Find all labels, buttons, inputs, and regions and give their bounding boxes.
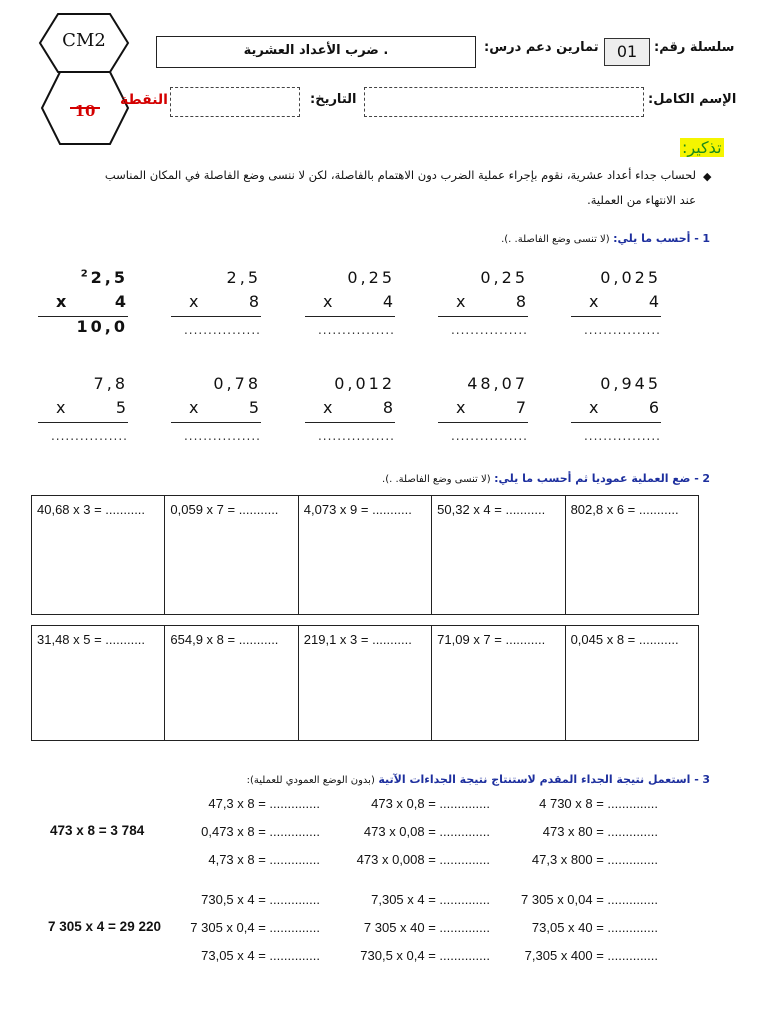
multiplication-problem: [438, 268, 528, 347]
times-sign: x: [56, 398, 68, 417]
equation-group2[interactable]: 73,05 x 40 = ..............: [531, 920, 658, 935]
equation-group2[interactable]: 7 305 x 0,04 = ..............: [521, 892, 658, 907]
ex2-title: - ضع العملية عموديا ثم أحسب ما يلي:: [494, 472, 699, 485]
equation-group1[interactable]: 47,3 x 800 = ..............: [531, 852, 658, 867]
ex2-cell[interactable]: 4,073 x 9 = ...........: [298, 496, 431, 615]
ex2-cell[interactable]: 219,1 x 3 = ...........: [298, 626, 431, 741]
times-sign: x: [589, 398, 601, 417]
ex2-cell[interactable]: 71,09 x 7 = ...........: [432, 626, 565, 741]
multiplicand-value: 2,5: [226, 268, 261, 287]
multiplication-problem: [38, 268, 128, 341]
score-field[interactable]: [170, 87, 300, 117]
lesson-title: ضرب الأعداد العشرية .: [156, 36, 476, 68]
multiplier-value: 4: [648, 292, 661, 311]
multiplier-value: 4: [114, 292, 128, 311]
result-line[interactable]: ................: [183, 429, 261, 443]
times-sign: x: [189, 398, 201, 417]
ex2-cell[interactable]: 50,32 x 4 = ...........: [432, 496, 565, 615]
multiplicand-value: 0,945: [600, 374, 661, 393]
ex1-number: 1: [702, 232, 710, 245]
result-line[interactable]: ................: [450, 323, 528, 337]
multiplicand-value: 0,25: [480, 268, 528, 287]
equation-group1[interactable]: 4,73 x 8 = ..............: [208, 852, 320, 867]
multiplicand: [305, 374, 395, 398]
ex2-cell[interactable]: 40,68 x 3 = ...........: [32, 496, 165, 615]
multiplier-line: [571, 292, 661, 317]
multiplicand-value: 0,012: [334, 374, 395, 393]
multiplier-value: 8: [515, 292, 528, 311]
multiplier-value: 4: [382, 292, 395, 311]
ex1-heading: [420, 232, 710, 245]
reminder-line-2: عند الانتهاء من العملية.: [587, 193, 696, 207]
multiplier-value: 6: [648, 398, 661, 417]
multiplier-value: 5: [115, 398, 128, 417]
equation-group1[interactable]: 473 x 0,08 = ..............: [363, 824, 490, 839]
ex2-number: 2: [702, 472, 710, 485]
multiplicand-value: 0,78: [213, 374, 261, 393]
multiplier-line: [305, 398, 395, 423]
equation-group2[interactable]: 73,05 x 4 = ..............: [201, 948, 320, 963]
multiplicand: [305, 268, 395, 292]
ex2-table-2: [31, 625, 699, 741]
multiplication-problem: [305, 374, 395, 453]
bullet-icon: ◆: [703, 170, 712, 183]
ex2-cell[interactable]: 654,9 x 8 = ...........: [165, 626, 298, 741]
multiplication-problem: [171, 374, 261, 453]
multiplication-problem: [171, 268, 261, 347]
ex1-title: - أحسب ما يلي:: [613, 232, 699, 245]
multiplicand: [438, 374, 528, 398]
multiplication-problem: [305, 268, 395, 347]
result-line[interactable]: ................: [183, 323, 261, 337]
times-sign: x: [323, 292, 335, 311]
multiplier-line: [38, 398, 128, 423]
multiplier-value: 7: [515, 398, 528, 417]
multiplier-line: [438, 398, 528, 423]
ex3-title: - استعمل نتيجة الجداء المقدم لاستنتاج نتيجة الجداءات الآتية: [378, 773, 699, 786]
multiplicand: [438, 268, 528, 292]
result-line[interactable]: ................: [317, 429, 395, 443]
multiplier-line: [438, 292, 528, 317]
multiplier-value: 8: [382, 398, 395, 417]
multiplication-problem: [438, 374, 528, 453]
ex2-heading: [380, 472, 710, 485]
score-max: 10: [74, 102, 96, 120]
result-line: 10,0: [76, 317, 128, 336]
ex3-given-2: 7 305 x 4 = 29 220: [48, 919, 161, 934]
lesson-label: تمارين دعم درس:: [484, 40, 599, 55]
equation-group2[interactable]: 7,305 x 4 = ..............: [371, 892, 490, 907]
result-line[interactable]: ................: [450, 429, 528, 443]
times-sign: x: [589, 292, 601, 311]
ex3-number: 3: [702, 773, 710, 786]
series-number: 01: [604, 38, 650, 66]
multiplicand-value: 2,5: [90, 268, 128, 287]
multiplicand: [38, 268, 128, 292]
multiplier-line: [571, 398, 661, 423]
ex1-hint: (لا تنسى وضع الفاصلة. .).: [501, 234, 610, 245]
series-label: سلسلة رقم:: [654, 40, 735, 55]
multiplication-problem: [571, 374, 661, 453]
multiplication-problem: [571, 268, 661, 347]
times-sign: x: [56, 292, 69, 311]
ex2-table-1: [31, 495, 699, 615]
multiplicand-value: 0,025: [600, 268, 661, 287]
times-sign: x: [456, 398, 468, 417]
multiplicand: [571, 268, 661, 292]
result-line[interactable]: ................: [583, 323, 661, 337]
result-line[interactable]: ................: [583, 429, 661, 443]
multiplicand: [171, 268, 261, 292]
equation-group1[interactable]: 47,3 x 8 = ..............: [208, 796, 320, 811]
ex2-cell[interactable]: 0,059 x 7 = ...........: [165, 496, 298, 615]
ex2-cell[interactable]: 0,045 x 8 = ...........: [565, 626, 698, 741]
multiplication-problem: [38, 374, 128, 453]
ex3-hint: (بدون الوضع العمودي للعملية):: [246, 775, 375, 786]
multiplicand: [571, 374, 661, 398]
times-sign: x: [323, 398, 335, 417]
score-label: النقطة: [120, 92, 168, 108]
equation-group1[interactable]: 4 730 x 8 = ..............: [539, 796, 658, 811]
multiplier-line: [305, 292, 395, 317]
equation-group2[interactable]: 7 305 x 40 = ..............: [363, 920, 490, 935]
name-field[interactable]: [364, 87, 644, 117]
equation-group1[interactable]: 473 x 80 = ..............: [542, 824, 658, 839]
name-label: الإسم الكامل:: [648, 92, 737, 107]
ex2-cell[interactable]: 31,48 x 5 = ...........: [32, 626, 165, 741]
multiplier-line: [171, 398, 261, 423]
ex3-given-1: 473 x 8 = 3 784: [50, 823, 145, 838]
ex2-hint: (لا تنسى وضع الفاصلة. .).: [382, 474, 491, 485]
times-sign: x: [189, 292, 201, 311]
times-sign: x: [456, 292, 468, 311]
equation-group2[interactable]: 730,5 x 0,4 = ..............: [360, 948, 490, 963]
multiplicand: [38, 374, 128, 398]
multiplier-value: 5: [248, 398, 261, 417]
equation-group1[interactable]: 473 x 0,8 = ..............: [371, 796, 490, 811]
multiplier-line: [38, 292, 128, 317]
multiplicand: [171, 374, 261, 398]
reminder-line-1: لحساب جداء أعداد عشرية، نقوم بإجراء عملية الضرب دون الاهتمام بالفاصلة، لكن لا ننسى وضع الفاصلة في المكان المناسب: [104, 168, 696, 182]
multiplier-line: [171, 292, 261, 317]
result-line[interactable]: ................: [317, 323, 395, 337]
level-label: CM2: [62, 30, 106, 51]
equation-group2[interactable]: 730,5 x 4 = ..............: [201, 892, 320, 907]
carry-digit: 2: [80, 268, 91, 280]
multiplicand-value: 48,07: [467, 374, 528, 393]
multiplier-value: 8: [248, 292, 261, 311]
ex3-heading: [246, 773, 710, 786]
ex2-cell[interactable]: 802,8 x 6 = ...........: [565, 496, 698, 615]
equation-group1[interactable]: 473 x 0,008 = ..............: [356, 852, 490, 867]
multiplicand-value: 7,8: [93, 374, 128, 393]
date-label: التاريخ:: [310, 92, 357, 107]
equation-group2[interactable]: 7 305 x 0,4 = ..............: [190, 920, 320, 935]
reminder-title: تذكير:: [682, 138, 722, 157]
equation-group1[interactable]: 0,473 x 8 = ..............: [201, 824, 320, 839]
equation-group2[interactable]: 7,305 x 400 = ..............: [524, 948, 658, 963]
multiplicand-value: 0,25: [347, 268, 395, 287]
result-line[interactable]: ................: [50, 429, 128, 443]
